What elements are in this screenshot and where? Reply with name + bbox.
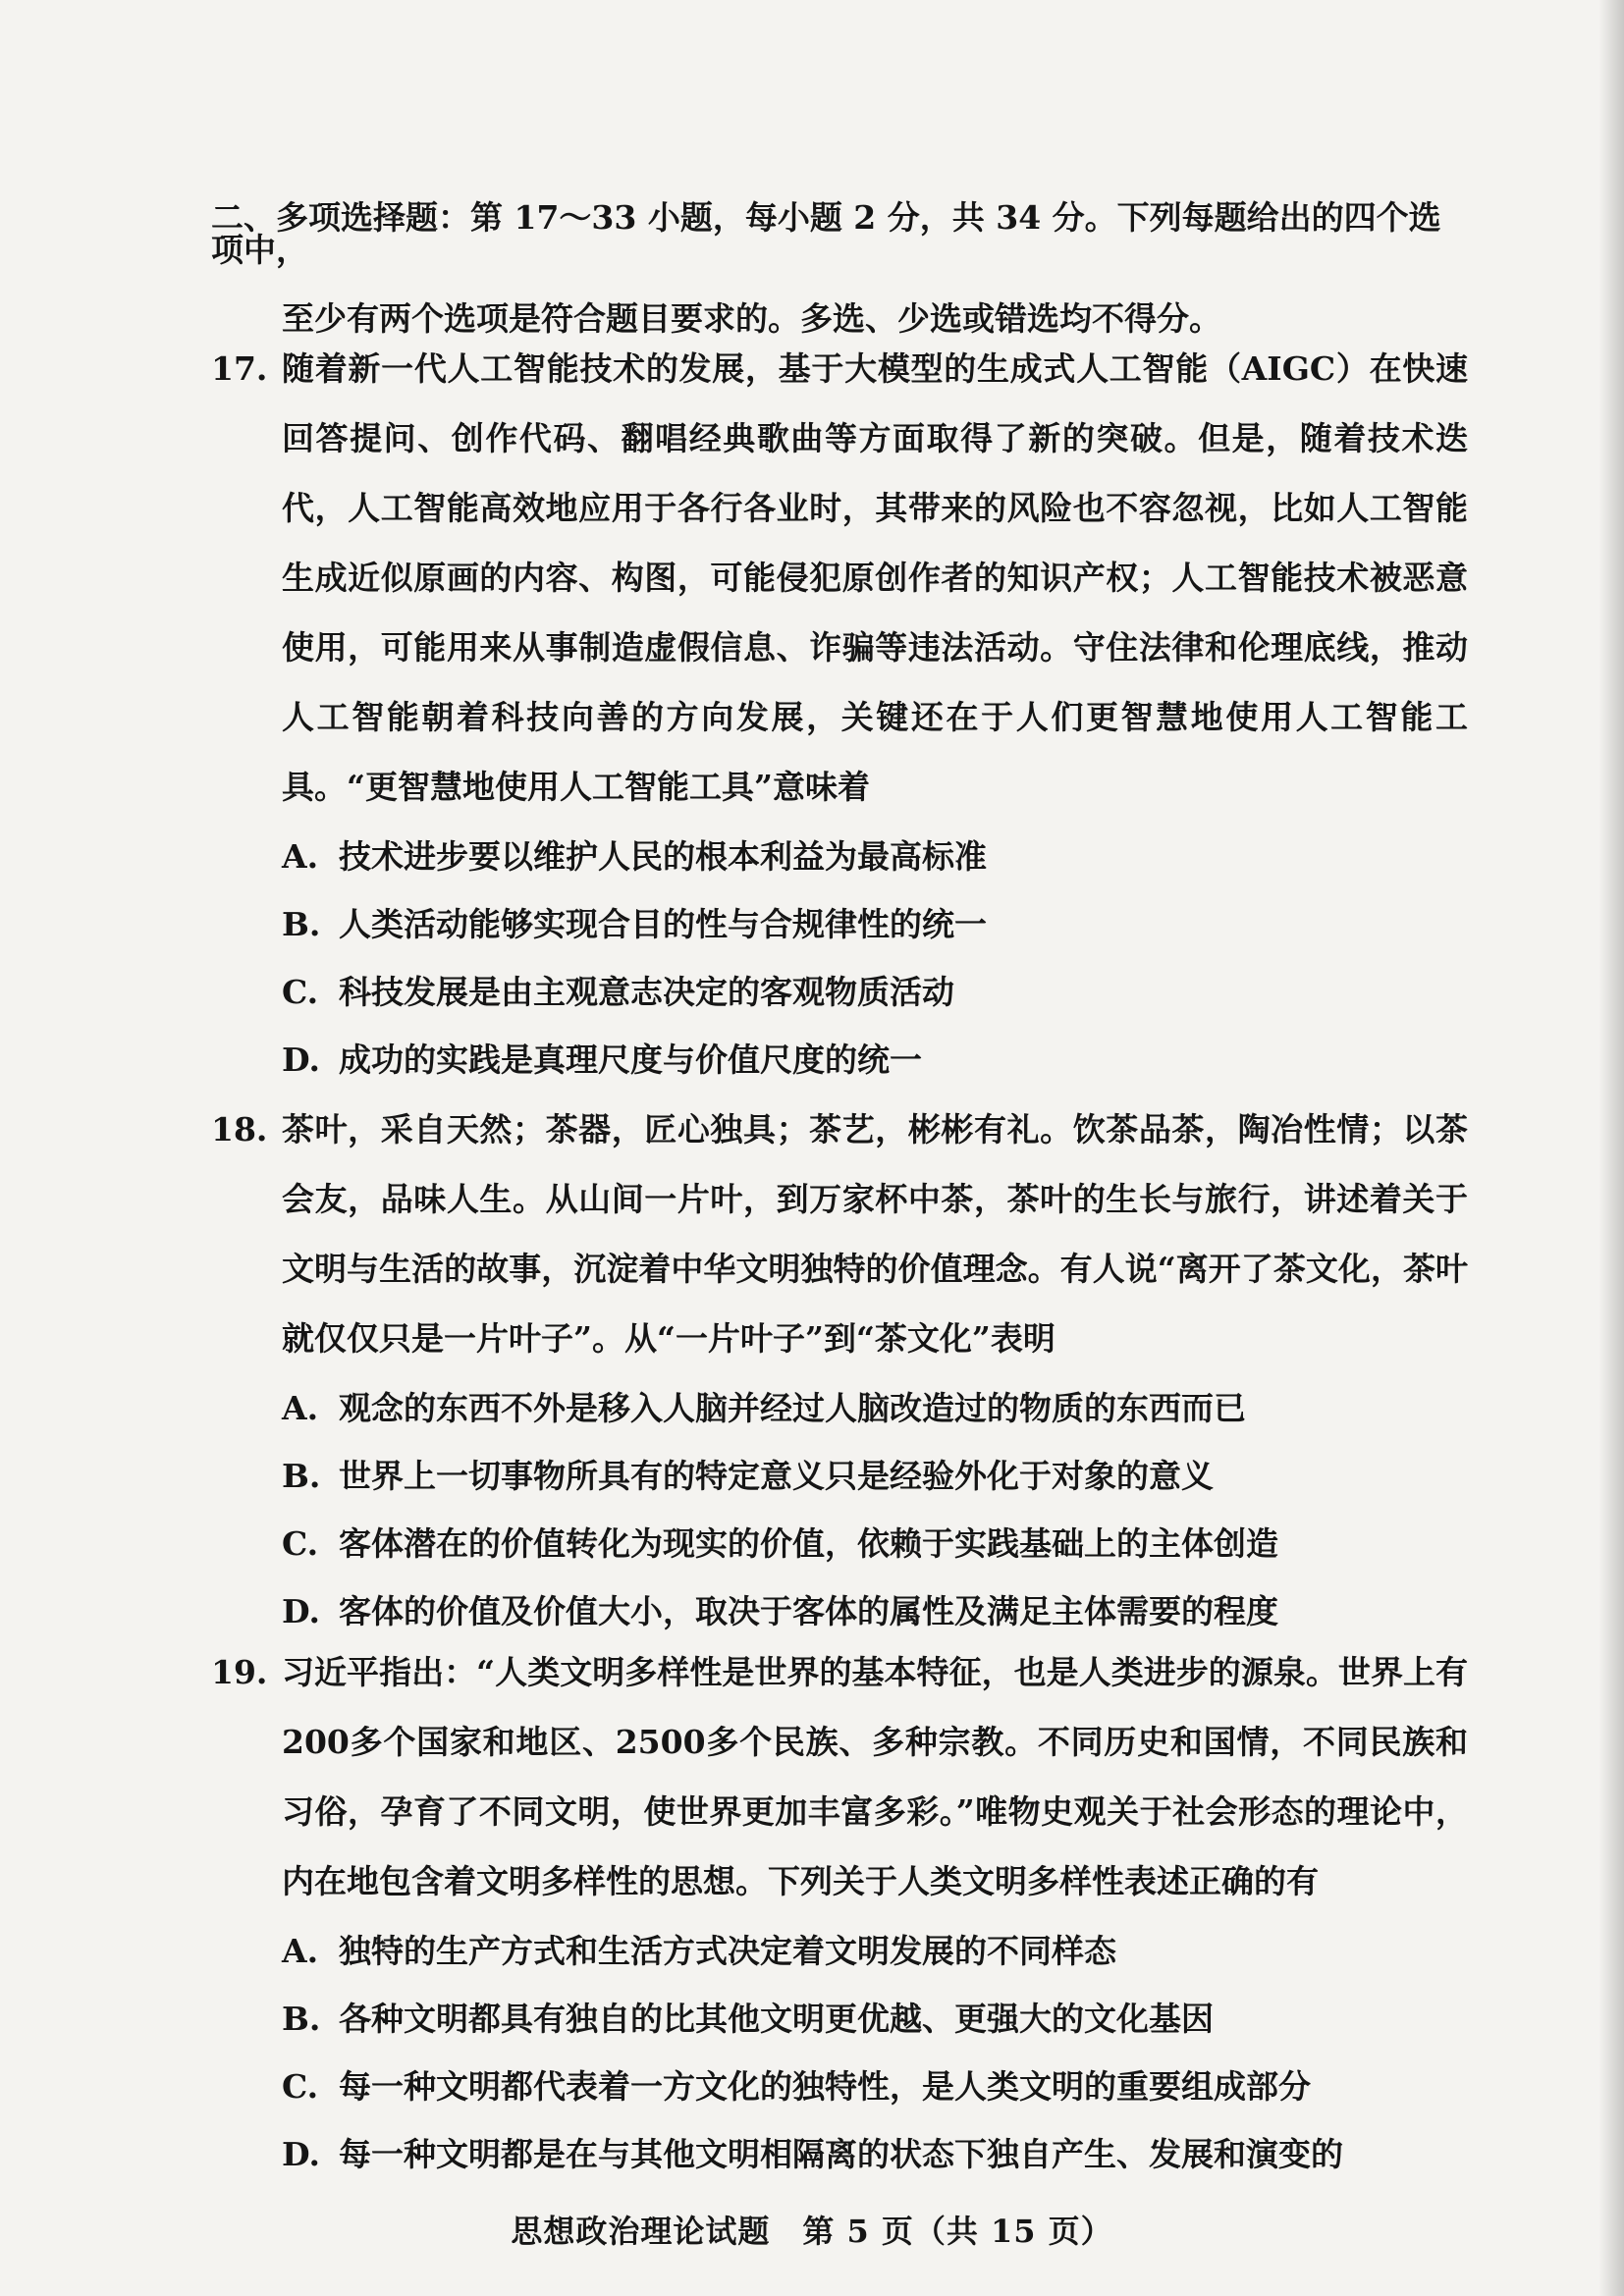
option-text: 独特的生产方式和生活方式决定着文明发展的不同样态 — [339, 1932, 1116, 1970]
option-letter: D. — [282, 1041, 320, 1079]
option-text: 观念的东西不外是移入人脑并经过人脑改造过的物质的东西而已 — [339, 1389, 1246, 1427]
option-d — [282, 1026, 1468, 1094]
option-text: 世界上一切事物所具有的特定意义只是经验外化于对象的意义 — [339, 1457, 1214, 1495]
scan-edge-shadow — [1598, 0, 1624, 2296]
question-17 — [211, 334, 1468, 1094]
option-c — [282, 2053, 1468, 2120]
option-text: 成功的实践是真理尺度与价值尺度的统一 — [339, 1041, 922, 1079]
question-19 — [211, 1637, 1468, 2188]
question-number: 19. — [211, 1653, 268, 1691]
option-list — [211, 1917, 1468, 2188]
option-d — [282, 2120, 1468, 2188]
option-letter: C. — [282, 2067, 319, 2106]
question-18 — [211, 1095, 1468, 1645]
option-text: 客体潜在的价值转化为现实的价值，依赖于实践基础上的主体创造 — [339, 1524, 1278, 1563]
option-text: 人类活动能够实现合目的性与合规律性的统一 — [339, 905, 987, 943]
option-letter: C. — [282, 1524, 319, 1563]
option-b — [282, 1442, 1468, 1510]
option-list — [211, 823, 1468, 1094]
option-letter: D. — [282, 2135, 320, 2173]
question-text: 随着新一代人工智能技术的发展，基于大模型的生成式人工智能（AIGC）在快速回答提问、创作代码、翻唱经典歌曲等方面取得了新的突破。但是，随着技术迭代，人工智能高效地应用于各行各业时，其带来的风险也不容忽视，比如人工智能生成近似原画的内容、构图，可能侵犯原创作者的知识产权；人工智能技术被恶意使用，可能用来从事制造虚假信息、诈骗等违法活动。守住法律和伦理底线，推动人工智能朝着科技向善的方向发展，关键还在于人们更智慧地使用人工智能工具。“更智慧地使用人工智能工具”意味着 — [282, 349, 1468, 806]
option-letter: B. — [282, 905, 321, 943]
option-text: 各种文明都具有独自的比其他文明更优越、更强大的文化基因 — [339, 2000, 1214, 2038]
option-letter: B. — [282, 1457, 321, 1495]
section-heading — [211, 198, 1468, 338]
question-number: 17. — [211, 349, 268, 388]
option-list — [211, 1374, 1468, 1645]
option-text: 技术进步要以维护人民的根本利益为最高标准 — [339, 837, 987, 876]
option-d — [282, 1577, 1468, 1645]
option-c — [282, 958, 1468, 1026]
option-a — [282, 823, 1468, 890]
option-c — [282, 1510, 1468, 1577]
page-footer: 思想政治理论试题 第 5 页（共 15 页） — [511, 2213, 1113, 2250]
question-stem — [211, 334, 1468, 822]
option-letter: C. — [282, 973, 319, 1011]
option-letter: A. — [282, 1932, 319, 1970]
question-text: 茶叶，采自天然；茶器，匠心独具；茶艺，彬彬有礼。饮茶品茶，陶冶性情；以茶会友，品味人生。从山间一片叶，到万家杯中茶，茶叶的生长与旅行，讲述着关于文明与生活的故事，沉淀着中华文明独特的价值理念。有人说“离开了茶文化，茶叶就仅仅只是一片叶子”。从“一片叶子”到“茶文化”表明 — [282, 1110, 1468, 1358]
option-letter: A. — [282, 837, 319, 876]
option-b — [282, 1985, 1468, 2053]
question-text: 习近平指出：“人类文明多样性是世界的基本特征，也是人类进步的源泉。世界上有200多个国家和地区、2500多个民族、多种宗教。不同历史和国情，不同民族和习俗，孕育了不同文明，使世界更加丰富多彩。”唯物史观关于社会形态的理论中，内在地包含着文明多样性的思想。下列关于人类文明多样性表述正确的有 — [282, 1653, 1468, 1900]
option-b — [282, 890, 1468, 958]
question-stem — [211, 1637, 1468, 1916]
option-a — [282, 1917, 1468, 1985]
option-text: 客体的价值及价值大小，取决于客体的属性及满足主体需要的程度 — [339, 1592, 1278, 1630]
section-heading-line1: 二、多项选择题：第 17～33 小题，每小题 2 分，共 34 分。下列每题给出的四个选项中， — [211, 198, 1441, 269]
question-stem — [211, 1095, 1468, 1373]
option-letter: A. — [282, 1389, 319, 1427]
option-a — [282, 1374, 1468, 1442]
option-text: 每一种文明都是在与其他文明相隔离的状态下独自产生、发展和演变的 — [339, 2135, 1343, 2173]
option-letter: B. — [282, 2000, 321, 2038]
option-text: 每一种文明都代表着一方文化的独特性，是人类文明的重要组成部分 — [339, 2067, 1311, 2106]
option-text: 科技发展是由主观意志决定的客观物质活动 — [339, 973, 954, 1011]
question-number: 18. — [211, 1110, 268, 1148]
section-heading-line2: 至少有两个选项是符合题目要求的。多选、少选或错选均不得分。 — [282, 299, 1221, 338]
option-letter: D. — [282, 1592, 320, 1630]
